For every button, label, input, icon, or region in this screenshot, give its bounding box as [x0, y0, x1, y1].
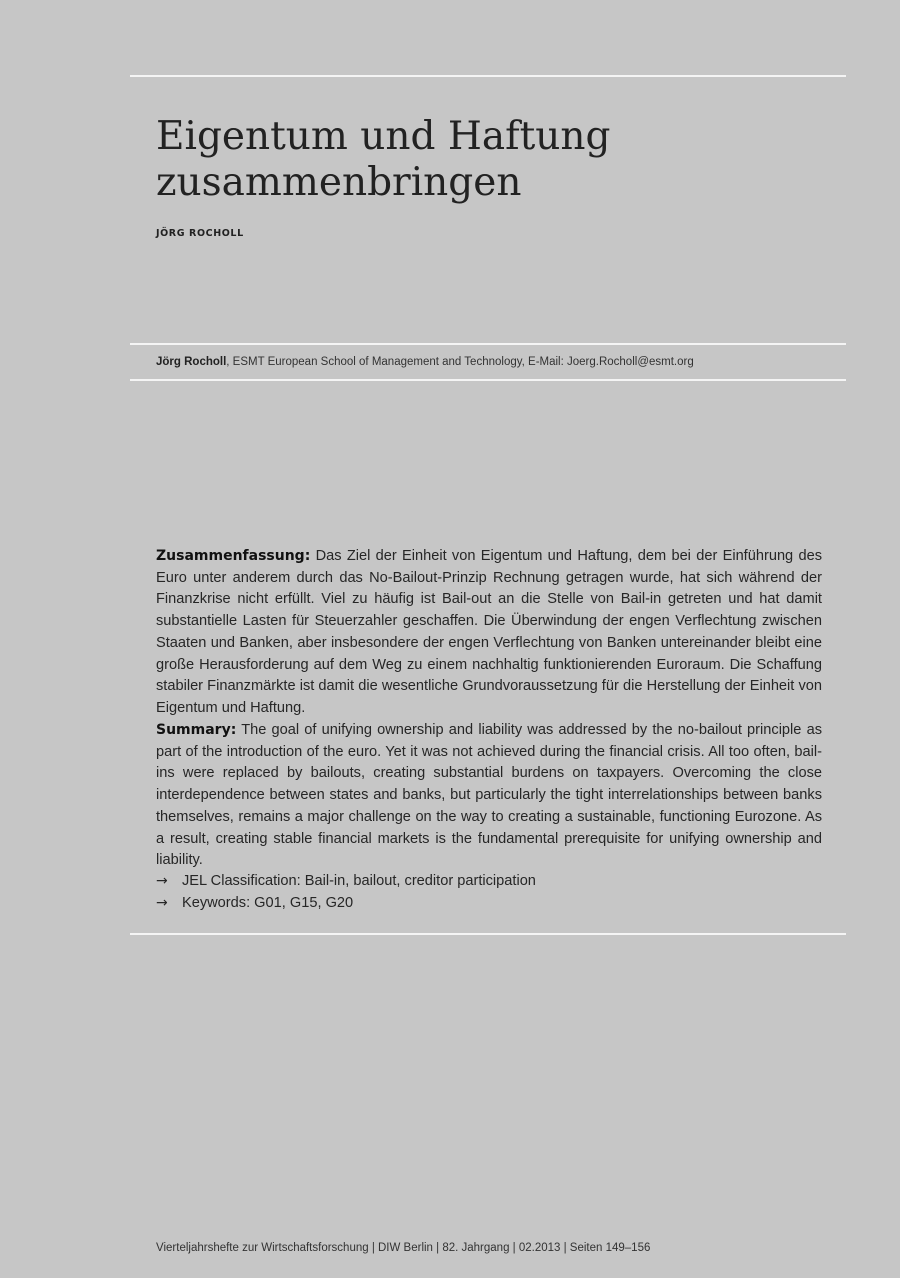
abstract-english-label: Summary: [156, 722, 237, 738]
keywords [156, 893, 536, 915]
arrow-right-icon: → [156, 873, 168, 889]
abstract-english [156, 720, 822, 872]
bottom-rule [130, 933, 846, 935]
journal-footer: Vierteljahrshefte zur Wirtschaftsforschung | DIW Berlin | 82. Jahrgang | 02.2013 | Seiten 149–156 [156, 1242, 651, 1254]
abstract-english-text: The goal of unifying ownership and liability was addressed by the no-bailout principle as part of the introduction of the euro. Yet it was not achieved during the financial crisis. All too often, bail-ins were replaced by bailouts, creating substantial burdens on taxpayers. Overcoming the close interdependence between states and banks, but particularly the tight interrelationships between banks themselves, remains a major challenge on the way to creating a sustainable, functioning Eurozone. As a result, creating stable financial markets is the fundamental prerequisite for unifying ownership and liability. [156, 722, 822, 869]
author-name: JÖRG ROCHOLL [156, 228, 244, 239]
affiliation-top-rule [130, 343, 846, 345]
abstract-german-text: Das Ziel der Einheit von Eigentum und Haftung, dem bei der Einführung des Euro unter anderem durch das No-Bailout-Prinzip Rechnung getragen wurde, hat sich während der Finanzkrise nicht erfüllt. Viel zu häufig ist Bail-out an die Stelle von Bail-in getreten und hat damit substantielle Lasten für Steuerzahler geschaffen. Die Überwindung der engen Verflechtung zwischen Staaten und Banken, aber insbesondere der engen Verflechtung von Banken untereinander bleibt eine große Herausforderung auf dem Weg zu einem nachhaltig funktionierenden Euroraum. Die Schaffung stabiler Finanzmärkte ist damit die wesentliche Grundvoraussetzung für die Herstellung der Einheit von Eigentum und Haftung. [156, 548, 822, 716]
abstract-german-label: Zusammenfassung: [156, 548, 311, 564]
jel-classification-text: JEL Classification: Bail-in, bailout, creditor participation [182, 873, 536, 889]
author-affiliation [156, 356, 836, 368]
title-line-2: zusammenbringen [156, 160, 522, 205]
abstract-german [156, 546, 822, 720]
article-title [156, 114, 836, 206]
jel-classification [156, 871, 536, 893]
affiliation-name: Jörg Rocholl [156, 356, 227, 368]
keywords-text: Keywords: G01, G15, G20 [182, 894, 354, 911]
classification-list [156, 871, 536, 914]
affiliation-bottom-rule [130, 379, 846, 381]
arrow-right-icon: → [156, 894, 168, 911]
affiliation-details: , ESMT European School of Management and Technology, E-Mail: Joerg.Rocholl@esmt.org [226, 356, 694, 368]
top-rule [130, 75, 846, 77]
title-line-1: Eigentum und Haftung [156, 114, 611, 159]
